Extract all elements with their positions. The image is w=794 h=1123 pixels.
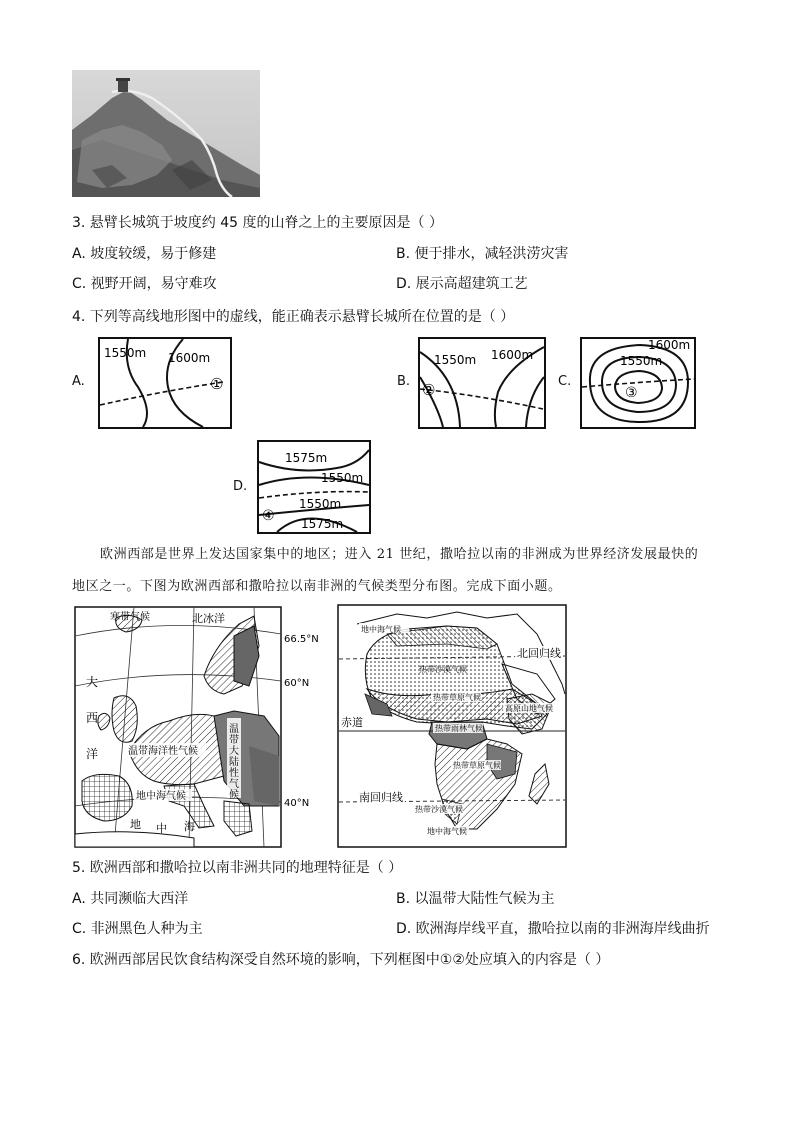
- contour-d-1575-bottom: 1575m: [301, 517, 344, 531]
- contour-d-1550-top: 1550m: [321, 471, 364, 485]
- q4-label-c: C.: [558, 374, 572, 389]
- q5-option-c: C. 非洲黑色人种为主: [72, 921, 203, 937]
- contour-d-1550-bottom: 1550m: [299, 497, 342, 511]
- contour-c-1600: 1600m: [648, 338, 691, 352]
- label-rainforest: 热带雨林气候: [435, 724, 483, 733]
- contour-a-1600: 1600m: [168, 351, 211, 365]
- label-arctic-ocean: 北冰洋: [192, 612, 225, 625]
- q4-stem: 4. 下列等高线地形图中的虚线，能正确表示悬臂长城所在位置的是（ ）: [72, 309, 515, 325]
- contour-map-b: [418, 337, 546, 429]
- q3-option-b: B. 便于排水，减轻洪涝灾害: [396, 246, 569, 262]
- q5-option-b: B. 以温带大陆性气候为主: [396, 891, 555, 907]
- q3-stem: 3. 悬臂长城筑于坡度约 45 度的山脊之上的主要原因是（ ）: [72, 215, 443, 231]
- marker-2: ②: [422, 381, 436, 399]
- marker-3: ③: [625, 385, 638, 401]
- label-savanna-south: 热带草原气候: [453, 761, 501, 770]
- label-maritime: 温带海洋性气候: [128, 746, 198, 757]
- q3-option-a: A. 坡度较缓，易于修建: [72, 246, 217, 262]
- label-desert-south: 热带沙漠气候: [415, 805, 463, 814]
- q5-option-a: A. 共同濒临大西洋: [72, 891, 189, 907]
- great-wall-photo: [72, 70, 260, 197]
- q5-stem: 5. 欧洲西部和撒哈拉以南非洲共同的地理特征是（ ）: [72, 860, 403, 876]
- contour-map-d: [257, 440, 371, 534]
- label-subarctic: 寒带气候: [110, 612, 150, 623]
- label-continental: 温带大陆性气候: [229, 724, 239, 801]
- passage-line-2: 地区之一。下图为欧洲西部和撒哈拉以南非洲的气候类型分布图。完成下面小题。: [72, 579, 562, 594]
- label-lat-40: 40°N: [284, 798, 310, 809]
- contour-b-1600: 1600m: [491, 348, 534, 362]
- contour-map-a: [98, 337, 232, 429]
- contour-d-1575-top: 1575m: [285, 451, 328, 465]
- label-med-climate-north: 地中海气候: [361, 625, 401, 634]
- label-atlantic-2: 西: [86, 711, 99, 725]
- label-atlantic-1: 大: [86, 675, 99, 689]
- contour-map-c: [580, 337, 696, 429]
- label-savanna-north: 热带草原气候: [433, 693, 481, 702]
- label-med-sea-3: 海: [184, 820, 195, 833]
- label-atlantic-3: 洋: [86, 747, 99, 761]
- q4-label-a: A.: [72, 374, 85, 389]
- label-continental-vertical: [227, 718, 241, 801]
- q3-option-c: C. 视野开阔，易守难攻: [72, 276, 217, 292]
- marker-4: ④: [262, 508, 275, 524]
- label-med-climate-south: 地中海气候: [427, 827, 467, 836]
- q4-label-d: D.: [233, 479, 248, 494]
- q6-stem: 6. 欧洲西部居民饮食结构深受自然环境的影响，下列框图中①②处应填入的内容是（ ）: [72, 952, 610, 968]
- contour-c-1550: 1550m: [620, 354, 663, 368]
- label-med-sea-2: 中: [156, 822, 167, 835]
- label-mediterranean: 地中海气候: [136, 791, 186, 802]
- label-med-sea-1: 地: [130, 818, 141, 831]
- label-equator: 赤道: [341, 716, 363, 729]
- label-tropic-south: 南回归线: [359, 791, 403, 804]
- label-desert-north: 热带沙漠气候: [419, 665, 467, 674]
- contour-b-1550: 1550m: [434, 353, 477, 367]
- africa-climate-map: [337, 604, 567, 848]
- contour-a-1550: 1550m: [104, 346, 147, 360]
- label-lat-66-5: 66.5°N: [284, 634, 319, 645]
- q4-label-b: B.: [397, 374, 411, 389]
- marker-1: ①: [210, 375, 224, 393]
- q5-option-d: D. 欧洲海岸线平直，撒哈拉以南的非洲海岸线曲折: [396, 921, 710, 937]
- q3-option-d: D. 展示高超建筑工艺: [396, 276, 528, 292]
- passage-line-1: 欧洲西部是世界上发达国家集中的地区；进入 21 世纪，撒哈拉以南的非洲成为世界经济发展最快的: [100, 547, 699, 562]
- europe-climate-map: [74, 606, 322, 848]
- label-lat-60: 60°N: [284, 678, 310, 689]
- label-tropic-north: 北回归线: [517, 647, 561, 660]
- label-highland: 高原山地气候: [505, 704, 553, 713]
